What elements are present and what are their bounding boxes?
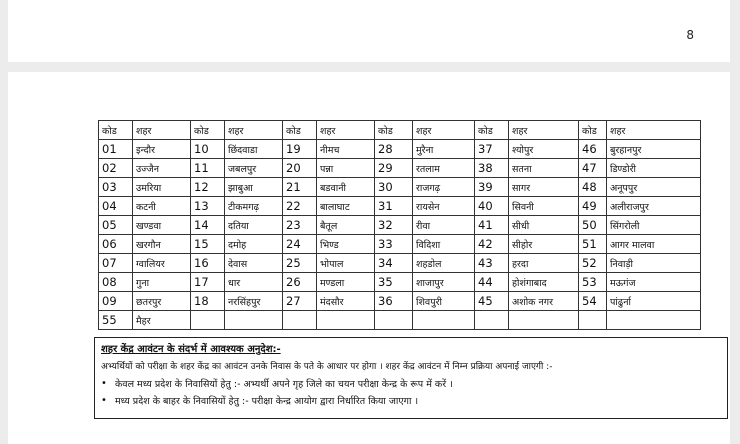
city-code-cell	[579, 311, 607, 330]
bullet-icon: •	[101, 378, 107, 389]
city-code-cell: 35	[375, 273, 413, 292]
city-code-cell: 44	[475, 273, 509, 292]
city-code-cell: 07	[99, 254, 133, 273]
city-code-cell: 42	[475, 235, 509, 254]
city-code-cell: 39	[475, 178, 509, 197]
city-name-cell: मण्डला	[317, 273, 375, 292]
city-code-cell: 19	[283, 140, 317, 159]
header-code: कोड	[283, 121, 317, 140]
city-code-cell: 52	[579, 254, 607, 273]
city-code-cell: 51	[579, 235, 607, 254]
table-row	[99, 292, 701, 311]
city-name-cell	[413, 311, 475, 330]
city-name-cell: शिवपुरी	[413, 292, 475, 311]
city-name-cell: हरदा	[509, 254, 579, 273]
city-name-cell: रतलाम	[413, 159, 475, 178]
city-name-cell: रीवा	[413, 216, 475, 235]
city-name-cell: बुरहानपुर	[607, 140, 701, 159]
city-name-cell: पांढुर्ना	[607, 292, 701, 311]
city-name-cell: छतरपुर	[133, 292, 191, 311]
city-name-cell: बैतूल	[317, 216, 375, 235]
city-name-cell: आगर मालवा	[607, 235, 701, 254]
city-code-cell: 16	[191, 254, 225, 273]
header-code: कोड	[99, 121, 133, 140]
city-code-cell	[475, 311, 509, 330]
city-name-cell: बडवानी	[317, 178, 375, 197]
previous-page-fragment	[8, 0, 730, 62]
table-body	[99, 140, 701, 330]
city-code-cell: 47	[579, 159, 607, 178]
city-name-cell: राजगढ़	[413, 178, 475, 197]
bullet-icon: •	[101, 395, 107, 406]
city-code-cell: 50	[579, 216, 607, 235]
table-row	[99, 235, 701, 254]
city-code-cell: 22	[283, 197, 317, 216]
guideline-item	[101, 377, 721, 390]
guidelines-title: शहर केंद्र आवंटन के संदर्भ में आवश्यक अनुदेश:-	[101, 344, 281, 355]
city-code-cell: 55	[99, 311, 133, 330]
city-name-cell: मऊगंज	[607, 273, 701, 292]
city-name-cell: टीकमगढ़	[225, 197, 283, 216]
city-code-cell: 40	[475, 197, 509, 216]
city-name-cell: सीधी	[509, 216, 579, 235]
city-name-cell: नीमच	[317, 140, 375, 159]
city-name-cell: कटनी	[133, 197, 191, 216]
city-name-cell: सिंगरोली	[607, 216, 701, 235]
city-name-cell: मंदसौर	[317, 292, 375, 311]
city-code-cell: 24	[283, 235, 317, 254]
table-row	[99, 178, 701, 197]
guidelines-intro: अभ्यर्थियों को परीक्षा के शहर केंद्र का आवंटन उनके निवास के पते के आधार पर होगा । शहर केंद्र आवंटन में निम्न प्रक्रिया अपनाई जाएगी :-	[101, 362, 553, 372]
city-code-cell: 21	[283, 178, 317, 197]
city-name-cell: उमरिया	[133, 178, 191, 197]
city-code-cell: 02	[99, 159, 133, 178]
city-name-cell: दमोह	[225, 235, 283, 254]
table-row	[99, 311, 701, 330]
city-name-cell: मुरैना	[413, 140, 475, 159]
city-name-cell	[317, 311, 375, 330]
city-name-cell: जबलपुर	[225, 159, 283, 178]
city-name-cell: विदिशा	[413, 235, 475, 254]
city-code-cell: 46	[579, 140, 607, 159]
city-code-cell: 15	[191, 235, 225, 254]
city-code-table	[98, 120, 701, 330]
header-code: कोड	[579, 121, 607, 140]
city-name-cell: श्योपुर	[509, 140, 579, 159]
city-name-cell: सीहोर	[509, 235, 579, 254]
page-number: 8	[686, 28, 694, 42]
city-code-cell: 05	[99, 216, 133, 235]
table-row	[99, 140, 701, 159]
city-code-cell: 49	[579, 197, 607, 216]
city-code-cell: 12	[191, 178, 225, 197]
city-code-cell	[191, 311, 225, 330]
table-header-row	[99, 121, 701, 140]
table-row	[99, 159, 701, 178]
table-row	[99, 197, 701, 216]
header-city: शहर	[133, 121, 191, 140]
city-code-cell: 27	[283, 292, 317, 311]
header-code: कोड	[191, 121, 225, 140]
city-name-cell: गुना	[133, 273, 191, 292]
city-name-cell: अनूपपुर	[607, 178, 701, 197]
city-name-cell: खण्डवा	[133, 216, 191, 235]
city-name-cell: अशोक नगर	[509, 292, 579, 311]
city-code-cell: 17	[191, 273, 225, 292]
city-code-cell: 45	[475, 292, 509, 311]
header-city: शहर	[509, 121, 579, 140]
city-name-cell: धार	[225, 273, 283, 292]
city-code-cell: 53	[579, 273, 607, 292]
city-code-cell: 13	[191, 197, 225, 216]
city-code-cell: 10	[191, 140, 225, 159]
city-code-cell: 01	[99, 140, 133, 159]
city-code-cell: 25	[283, 254, 317, 273]
city-name-cell: भोपाल	[317, 254, 375, 273]
city-code-cell: 43	[475, 254, 509, 273]
city-code-cell: 37	[475, 140, 509, 159]
city-code-cell: 38	[475, 159, 509, 178]
header-code: कोड	[475, 121, 509, 140]
city-name-cell: शाजापुर	[413, 273, 475, 292]
city-code-cell: 32	[375, 216, 413, 235]
city-code-cell	[283, 311, 317, 330]
city-name-cell: ग्वालियर	[133, 254, 191, 273]
city-name-cell: सिवनी	[509, 197, 579, 216]
city-name-cell: बालाघाट	[317, 197, 375, 216]
city-code-cell: 11	[191, 159, 225, 178]
city-code-cell: 14	[191, 216, 225, 235]
city-name-cell: सागर	[509, 178, 579, 197]
guideline-item	[101, 394, 721, 407]
city-code-cell: 23	[283, 216, 317, 235]
city-name-cell: निवाड़ी	[607, 254, 701, 273]
header-code: कोड	[375, 121, 413, 140]
city-code-cell: 29	[375, 159, 413, 178]
city-code-cell: 06	[99, 235, 133, 254]
guideline-text: मध्य प्रदेश के बाहर के निवासियों हेतु :- परीक्षा केन्द्र आयोग द्वारा निर्धारित किया जाएगा ।	[115, 396, 419, 407]
city-code-cell: 41	[475, 216, 509, 235]
city-name-cell: दतिया	[225, 216, 283, 235]
header-city: शहर	[607, 121, 701, 140]
city-name-cell: रायसेन	[413, 197, 475, 216]
city-code-cell: 18	[191, 292, 225, 311]
city-name-cell: झाबुआ	[225, 178, 283, 197]
city-name-cell: मैहर	[133, 311, 191, 330]
city-name-cell: शहडोल	[413, 254, 475, 273]
city-code-cell: 08	[99, 273, 133, 292]
header-city: शहर	[225, 121, 283, 140]
city-name-cell: छिंदवाडा	[225, 140, 283, 159]
city-name-cell: डिण्डोरी	[607, 159, 701, 178]
city-code-cell: 28	[375, 140, 413, 159]
city-name-cell: खरगौन	[133, 235, 191, 254]
table-row	[99, 254, 701, 273]
city-code-cell: 30	[375, 178, 413, 197]
city-code-cell: 31	[375, 197, 413, 216]
city-code-cell: 48	[579, 178, 607, 197]
city-code-cell: 26	[283, 273, 317, 292]
city-name-cell: सतना	[509, 159, 579, 178]
city-code-cell: 04	[99, 197, 133, 216]
city-name-cell: होशंगाबाद	[509, 273, 579, 292]
table-row	[99, 273, 701, 292]
city-code-cell: 34	[375, 254, 413, 273]
city-code-cell	[375, 311, 413, 330]
header-city: शहर	[317, 121, 375, 140]
city-code-cell: 03	[99, 178, 133, 197]
document-page	[8, 72, 730, 444]
city-name-cell: भिण्ड	[317, 235, 375, 254]
city-name-cell	[225, 311, 283, 330]
city-name-cell	[509, 311, 579, 330]
guideline-text: केवल मध्य प्रदेश के निवासियों हेतु :- अभ्यर्थी अपने गृह जिले का चयन परीक्षा केन्द्र के रूप में करें ।	[115, 379, 453, 390]
allocation-guidelines-box	[94, 337, 728, 419]
city-name-cell	[607, 311, 701, 330]
city-name-cell: नरसिंहपुर	[225, 292, 283, 311]
city-name-cell: पन्ना	[317, 159, 375, 178]
city-code-cell: 20	[283, 159, 317, 178]
table-row	[99, 216, 701, 235]
city-name-cell: उज्जैन	[133, 159, 191, 178]
city-name-cell: देवास	[225, 254, 283, 273]
city-code-cell: 54	[579, 292, 607, 311]
city-name-cell: अलीराजपुर	[607, 197, 701, 216]
city-code-cell: 09	[99, 292, 133, 311]
city-code-cell: 36	[375, 292, 413, 311]
city-code-cell: 33	[375, 235, 413, 254]
header-city: शहर	[413, 121, 475, 140]
city-name-cell: इन्दौर	[133, 140, 191, 159]
